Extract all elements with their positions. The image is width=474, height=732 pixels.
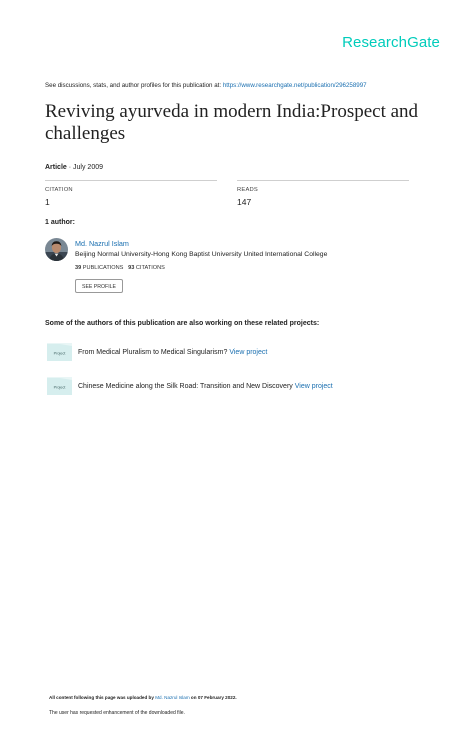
discussion-note [45,82,367,89]
upload-on: on [189,695,198,700]
author-stats [75,265,165,271]
upload-note [49,695,237,700]
project-thumb-label: Project [53,385,66,390]
citation-count: 1 [45,197,50,207]
enhancement-note: The user has requested enhancement of the downloaded file. [49,710,185,716]
author-name-link[interactable]: Md. Nazrul Islam [75,239,129,248]
author-citations-label: CITATIONS [135,265,165,271]
author-avatar[interactable] [45,238,68,261]
publication-url-link[interactable]: https://www.researchgate.net/publication/296258997 [222,82,367,89]
reads-divider [237,180,409,181]
citation-divider [45,180,217,181]
project-item [78,383,333,390]
author-publications-count: 39 [75,265,82,271]
publication-date: July 2009 [73,164,103,171]
author-institution: Beijing Normal University-Hong Kong Baptist University United International College [75,251,328,258]
view-project-link[interactable]: View project [294,383,333,390]
upload-date: 07 February 2022. [197,695,237,700]
project-thumbnail-icon[interactable] [47,377,72,395]
project-thumbnail-icon[interactable] [47,343,72,361]
project-title: Chinese Medicine along the Silk Road: Transition and New Discovery [78,383,295,390]
publication-title: Reviving ayurveda in modern India:Prospect and challenges [45,101,419,144]
publication-type: Article [45,164,67,171]
reads-label: READS [237,187,258,193]
project-item [78,349,267,356]
related-projects-heading: Some of the authors of this publication are also working on these related projects: [45,320,320,327]
discussion-prefix: See discussions, stats, and author profiles for this publication at: [45,82,223,89]
project-thumb-label: Project [53,351,66,356]
researchgate-logo[interactable]: ResearchGate [342,34,440,51]
reads-count: 147 [237,197,252,207]
publication-meta [45,164,103,171]
project-title: From Medical Pluralism to Medical Singularism? [78,349,230,356]
upload-prefix: All content following this page was uploaded by [49,695,156,700]
uploader-link[interactable]: Md. Nazrul Islam [155,695,190,700]
citation-label: CITATION [45,187,73,193]
authors-heading: 1 author: [45,219,75,226]
see-profile-button[interactable]: SEE PROFILE [75,279,123,293]
author-publications-label: PUBLICATIONS [82,265,124,271]
author-citations-count: 93 [128,265,135,271]
author-photo-icon [45,238,68,261]
view-project-link[interactable]: View project [229,349,268,356]
meta-separator: · [66,164,74,171]
